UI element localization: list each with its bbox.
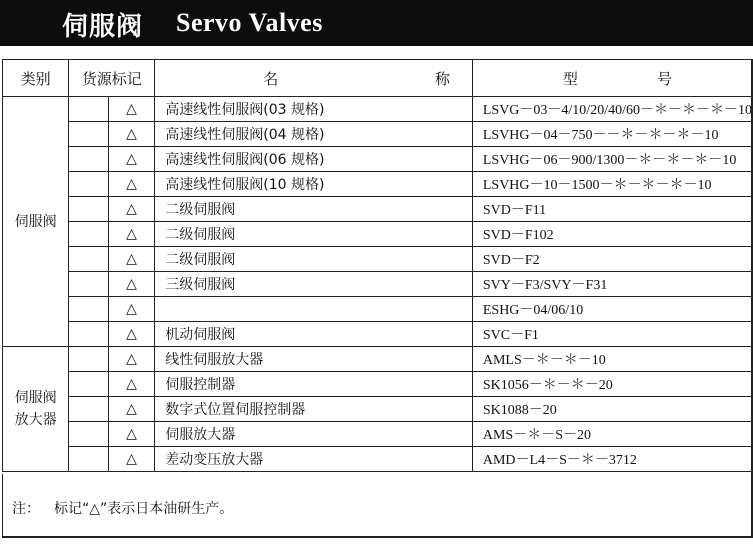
empty-cell bbox=[69, 247, 109, 272]
model-number: SK1088－20 bbox=[472, 397, 752, 422]
model-number: SVC－F1 bbox=[472, 322, 752, 347]
table-row bbox=[3, 222, 753, 247]
source-mark-triangle: △ bbox=[108, 297, 155, 322]
product-name bbox=[155, 297, 473, 322]
table-row bbox=[3, 272, 753, 297]
table-row bbox=[3, 372, 753, 397]
note-box-left-border bbox=[2, 474, 3, 537]
header-model-char1: 型 bbox=[562, 69, 578, 88]
product-name: 伺服放大器 bbox=[155, 422, 473, 447]
product-name: 三级伺服阀 bbox=[155, 272, 473, 297]
model-number: ESHG－04/06/10 bbox=[472, 297, 752, 322]
table-row bbox=[3, 322, 753, 347]
empty-cell bbox=[69, 447, 109, 472]
header-model-char2: 号 bbox=[656, 69, 672, 88]
product-name: 线性伺服放大器 bbox=[155, 347, 473, 372]
model-number: SVD－F2 bbox=[472, 247, 752, 272]
source-mark-triangle: △ bbox=[108, 247, 155, 272]
table-row bbox=[3, 422, 753, 447]
table-row bbox=[3, 122, 753, 147]
table-row bbox=[3, 347, 753, 372]
table-row bbox=[3, 172, 753, 197]
product-name: 高速线性伺服阀(06 规格) bbox=[155, 147, 473, 172]
source-mark-triangle: △ bbox=[108, 447, 155, 472]
product-name: 机动伺服阀 bbox=[155, 322, 473, 347]
model-number: SVD－F102 bbox=[472, 222, 752, 247]
bottom-border bbox=[2, 536, 753, 538]
banner-title-chinese: 伺服阀 bbox=[62, 12, 144, 42]
source-mark-triangle: △ bbox=[108, 322, 155, 347]
model-number: LSVHG－04－750－－＊－＊－＊－10 bbox=[472, 122, 752, 147]
source-mark-triangle: △ bbox=[108, 397, 155, 422]
product-name: 伺服控制器 bbox=[155, 372, 473, 397]
source-mark-triangle: △ bbox=[108, 222, 155, 247]
source-mark-triangle: △ bbox=[108, 172, 155, 197]
empty-cell bbox=[69, 222, 109, 247]
empty-cell bbox=[69, 147, 109, 172]
header-category: 类别 bbox=[3, 60, 69, 97]
product-name: 差动变压放大器 bbox=[155, 447, 473, 472]
category-line: 放大器 bbox=[14, 412, 57, 428]
servo-valve-table bbox=[2, 59, 753, 472]
product-name: 高速线性伺服阀(04 规格) bbox=[155, 122, 473, 147]
empty-cell bbox=[69, 297, 109, 322]
product-name: 二级伺服阀 bbox=[155, 222, 473, 247]
model-number: AMD－L4－S－＊－3712 bbox=[472, 447, 752, 472]
source-mark-triangle: △ bbox=[108, 97, 155, 122]
source-mark-triangle: △ bbox=[108, 347, 155, 372]
source-mark-triangle: △ bbox=[108, 122, 155, 147]
table-row bbox=[3, 197, 753, 222]
header-model bbox=[472, 60, 752, 97]
empty-cell bbox=[69, 97, 109, 122]
header-name bbox=[155, 60, 473, 97]
table-row bbox=[3, 247, 753, 272]
category-servo-amplifier bbox=[3, 347, 69, 472]
product-name: 高速线性伺服阀(10 规格) bbox=[155, 172, 473, 197]
table-row bbox=[3, 297, 753, 322]
category-line: 伺服阀 bbox=[14, 390, 57, 406]
footnote bbox=[12, 498, 233, 518]
title-banner bbox=[0, 0, 753, 46]
model-number: SVD－F11 bbox=[472, 197, 752, 222]
model-number: SK1056－＊－＊－20 bbox=[472, 372, 752, 397]
source-mark-triangle: △ bbox=[108, 422, 155, 447]
product-name: 二级伺服阀 bbox=[155, 197, 473, 222]
empty-cell bbox=[69, 272, 109, 297]
model-number: LSVG－03－4/10/20/40/60－＊－＊－＊－10 bbox=[472, 97, 752, 122]
header-source-mark: 货源标记 bbox=[69, 60, 155, 97]
empty-cell bbox=[69, 322, 109, 347]
model-number: AMS－＊－S－20 bbox=[472, 422, 752, 447]
model-number: LSVHG－10－1500－＊－＊－＊－10 bbox=[472, 172, 752, 197]
product-name: 二级伺服阀 bbox=[155, 247, 473, 272]
header-name-char1: 名 bbox=[263, 69, 279, 88]
source-mark-triangle: △ bbox=[108, 147, 155, 172]
product-name: 高速线性伺服阀(03 规格) bbox=[155, 97, 473, 122]
banner-title-english: Servo Valves bbox=[176, 8, 323, 37]
footnote-text: 标记“△”表示日本油研生产。 bbox=[54, 501, 234, 517]
empty-cell bbox=[69, 397, 109, 422]
source-mark-triangle: △ bbox=[108, 197, 155, 222]
footnote-label: 注： bbox=[12, 501, 40, 517]
model-number: LSVHG－06－900/1300－＊－＊－＊－10 bbox=[472, 147, 752, 172]
model-number: AMLS－＊－＊－10 bbox=[472, 347, 752, 372]
source-mark-triangle: △ bbox=[108, 272, 155, 297]
table-row bbox=[3, 447, 753, 472]
table-row bbox=[3, 397, 753, 422]
table-header-row bbox=[3, 60, 753, 97]
model-number: SVY－F3/SVY－F31 bbox=[472, 272, 752, 297]
table-row bbox=[3, 97, 753, 122]
empty-cell bbox=[69, 347, 109, 372]
source-mark-triangle: △ bbox=[108, 372, 155, 397]
empty-cell bbox=[69, 197, 109, 222]
product-name: 数字式位置伺服控制器 bbox=[155, 397, 473, 422]
category-servo-valve: 伺服阀 bbox=[3, 97, 69, 347]
empty-cell bbox=[69, 172, 109, 197]
header-name-char2: 称 bbox=[434, 69, 450, 88]
empty-cell bbox=[69, 372, 109, 397]
empty-cell bbox=[69, 422, 109, 447]
empty-cell bbox=[69, 122, 109, 147]
table-row bbox=[3, 147, 753, 172]
